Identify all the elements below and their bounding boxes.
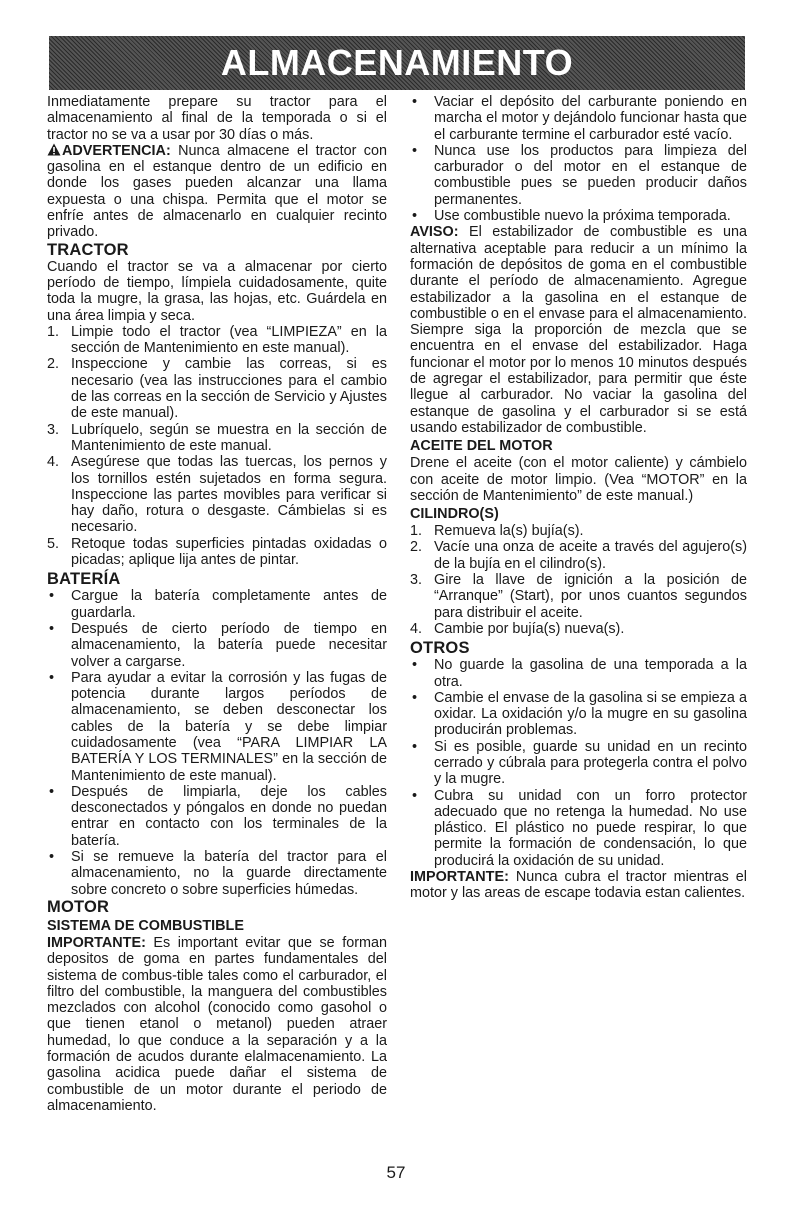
list-item: • Cargue la batería completamente antes de guardarla. xyxy=(49,588,387,621)
title-banner xyxy=(49,36,745,90)
right-column xyxy=(410,94,747,902)
aceite-heading: ACEITE DEL MOTOR xyxy=(410,438,553,455)
bateria-heading: BATERÍA xyxy=(47,570,121,589)
list-item: 3. Gire la llave de ignición a la posición de “Arranque” (Start), por unos cuantos segundos para distribuir el aceite. xyxy=(410,572,747,621)
fuel-list xyxy=(410,94,747,224)
list-item: • Si se remueve la batería del tractor para el almacenamiento, no la guarde directamente sobre concreto o sobre superficies húmedas. xyxy=(49,849,387,898)
list-item: 5. Retoque todas superficies pintadas oxidadas o picadas; aplique lija antes de pintar. xyxy=(47,535,387,569)
cilindros-heading: CILINDRO(S) xyxy=(410,506,499,523)
warning-triangle-icon xyxy=(47,143,61,156)
page-number: 57 xyxy=(386,1163,406,1182)
intro-paragraph: Inmediatamente prepare su tractor para el almacenamiento al final de la temporada o si el tractor no se va a usar por 30 días o más. xyxy=(47,94,387,143)
list-item: • Use combustible nuevo la próxima temporada. xyxy=(412,208,731,225)
list-item: • Nunca use los productos para limpieza del carburador o del motor en el estanque de combustible pues se pueden producir daños permanentes. xyxy=(412,142,747,208)
cilindros-steps xyxy=(410,523,747,637)
list-item: • Cambie el envase de la gasolina si se empieza a oxidar. La oxidación y/o la mugre en su gasolina producirán problemas. xyxy=(412,689,747,739)
tractor-intro: Cuando el tractor se va a almacenar por cierto período de tiempo, límpiela cuidadosamente, quite toda la mugre, la grasa, las hojas, etc. Guárdela en una área limpia y seca. xyxy=(47,258,387,324)
list-item: 2. Inspeccione y cambie las correas, si es necesario (vea las instrucciones para el cambio de las correas en la sección de Servicio y Ajustes de este manual). xyxy=(47,356,387,422)
bateria-list xyxy=(47,588,387,898)
motor-heading: MOTOR xyxy=(47,897,110,916)
list-item: 4. Cambie por bujía(s) nueva(s). xyxy=(410,620,625,637)
warning-label: ADVERTENCIA: xyxy=(62,142,171,159)
final-important-label: IMPORTANTE: xyxy=(410,869,509,886)
list-item: • Cubra su unidad con un forro protector adecuado que no retenga la humedad. No use plástico. El plástico no puede respirar, lo que permite la formación de condensación, lo que producirá la oxidación de su unidad. xyxy=(412,787,747,869)
aviso-paragraph xyxy=(410,224,747,436)
final-important-paragraph xyxy=(410,869,747,902)
list-item: • Vaciar el depósito del carburante poniendo en marcha el motor y dejándolo funcionar hasta que el carburante termine el carburador esté vacío. xyxy=(412,94,747,143)
list-item: • Después de limpiarla, deje los cables desconectados y póngalos en donde no puedan entrar en contacto con los terminales de la batería. xyxy=(49,783,387,849)
list-item: • Si es posible, guarde su unidad en un recinto cerrado y cúbrala para protegerla contra el polvo y la mugre. xyxy=(412,738,747,788)
list-item: 3. Lubríquelo, según se muestra en la sección de Mantenimiento de este manual. xyxy=(47,421,387,454)
list-item: 1. Limpie todo el tractor (vea “LIMPIEZA” en la sección de Mantenimiento en este manual). xyxy=(47,323,387,357)
otros-heading: OTROS xyxy=(410,639,470,658)
warning-paragraph xyxy=(47,143,387,241)
aceite-text: Drene el aceite (con el motor caliente) y cámbielo con aceite de motor limpio. (Vea “MOTOR” en la sección de Mantenimiento” de este manual.) xyxy=(410,455,747,504)
important-text: Es important evitar que se forman depositos de goma en partes fundamentales del sistema de combus-tible tales como el carburador, el filtro del combustible, la manguera del combustibles mezclados con alcohol (conocido como gasohol o que tienen etanol o metanol) pueden atraer humedad, lo que conduce a la separación y a la formación de acudos durante elalmacenamiento. La gasolina acidica puede dañar el sistema de combustible de un motor durante el periodo de almacenamiento. xyxy=(47,934,387,1114)
aviso-text: El estabilizador de combustible es una alternativa aceptable para reducir a un mínimo la formación de depósitos de goma en el combustible durante el período de almacenamiento. Agregue estabilizador a la gasolina en el estanque de combustible o en el envase para el almacenamiento. Siempre siga la proporción de mezcla que se encuentra en el envase del estabilizador. Haga funcionar el motor por lo menos 10 minutos después de agregar el estabilizador, para permitir que éste llegue al carburador. No vaciar la gasolina del estanque de gasolina y el carburador si se está usando estabilizador de combustible. xyxy=(410,224,747,436)
fuel-system-subheading: SISTEMA DE COMBUSTIBLE xyxy=(47,917,244,934)
left-column xyxy=(47,94,387,1114)
important-paragraph xyxy=(47,935,387,1114)
list-item: • No guarde la gasolina de una temporada a la otra. xyxy=(412,657,747,690)
list-item: 4. Asegúrese que todas las tuercas, los pernos y los tornillos estén sujetados en forma segura. Inspeccione las partes movibles para verificar si hay daño, rotura o desgaste. Cámbielas si es necesario. xyxy=(47,454,387,536)
otros-list xyxy=(410,657,747,869)
aviso-label: AVISO: xyxy=(410,224,459,241)
important-label: IMPORTANTE: xyxy=(47,934,146,951)
warning-text: Nunca almacene el tractor con gasolina en el estanque dentro de un edificio en donde los gases pueden alcanzar una llama expuesta o una chispa. Permita que el motor se enfríe antes de almacenarlo en cualquier recinto privado. xyxy=(47,142,387,241)
list-item: • Para ayudar a evitar la corrosión y las fugas de potencia durante largos períodos de almacenamiento, se deben desconectar los cables de la batería y se debe limpiar cuidadosamente (vea “PARA LIMPIAR LA BATERÍA Y LOS TERMINALES” en la sección de Mantenimiento de este manual). xyxy=(49,669,387,784)
list-item: 1. Remueva la(s) bujía(s). xyxy=(410,523,584,540)
list-item: 2. Vacíe una onza de aceite a través del agujero(s) de la bujía en el cilindro(s). xyxy=(410,539,747,572)
page-title: ALMACENAMIENTO xyxy=(220,42,574,83)
final-important-text: Nunca cubra el tractor mientras el motor y las areas de escape todavia estan calientes. xyxy=(410,869,747,902)
list-item: • Después de cierto período de tiempo en almacenamiento, la batería puede necesitar volver a cargarse. xyxy=(49,620,387,670)
tractor-steps xyxy=(47,324,387,568)
tractor-heading: TRACTOR xyxy=(47,240,129,259)
